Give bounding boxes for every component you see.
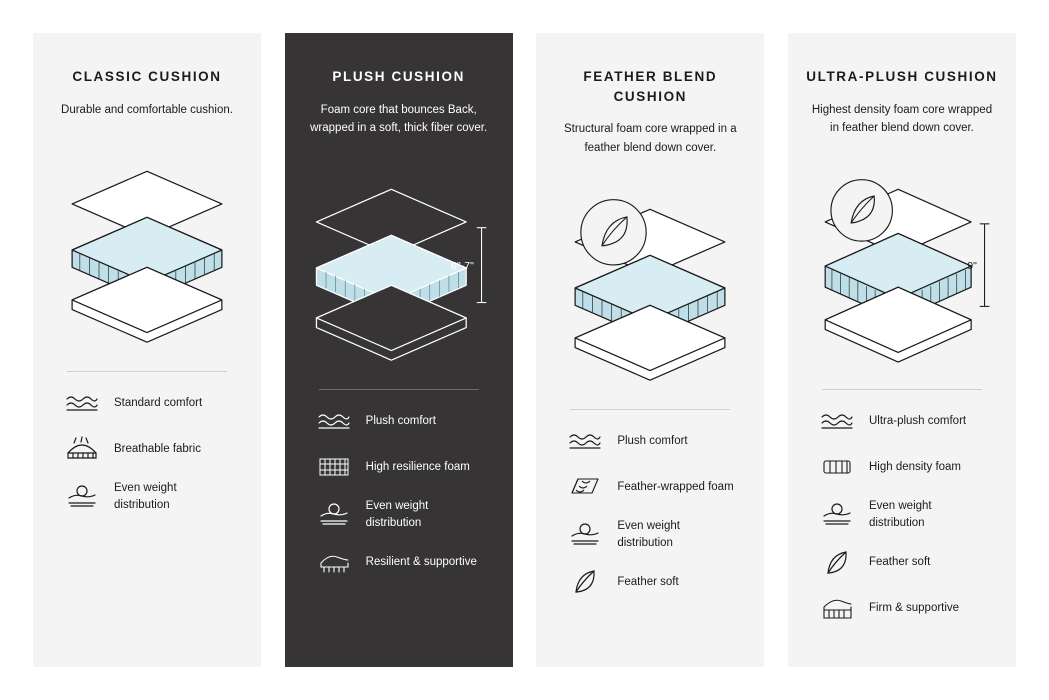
feature-item	[818, 498, 998, 531]
feature-item	[566, 472, 746, 502]
cushion-layers-illustration	[554, 173, 746, 403]
card-description: Highest density foam core wrapped in feather blend down cover.	[811, 103, 993, 134]
feature-item	[818, 548, 998, 578]
wave-icon	[315, 406, 353, 436]
honeycomb-icon	[315, 452, 353, 482]
feature-item	[818, 594, 998, 624]
high-density-foam-icon	[818, 452, 856, 482]
feature-label: Feather-wrapped foam	[617, 480, 734, 493]
feature-label: Plush comfort	[617, 434, 688, 447]
wave-icon	[63, 388, 101, 418]
feature-item	[63, 388, 243, 418]
feature-label: Resilient & supportive	[365, 556, 477, 569]
feature-item	[818, 452, 998, 482]
feature-label: Plush comfort	[365, 415, 436, 427]
feature-label: Ultra-plush comfort	[868, 415, 967, 427]
cushion-card-feather-blend-cushion[interactable]	[536, 33, 764, 667]
card-divider	[67, 371, 227, 372]
cushion-card-ultra-plush-cushion[interactable]	[788, 33, 1016, 667]
card-description: Foam core that bounces Back, wrapped in a soft, thick fiber cover.	[310, 103, 488, 134]
feature-label: Firm & supportive	[868, 602, 960, 615]
even-weight-icon	[818, 500, 856, 530]
feature-label: Even weight distribution	[365, 500, 429, 530]
feature-label: Even weight distribution	[868, 500, 932, 530]
card-description: Durable and comfortable cushion.	[61, 103, 233, 116]
dimension-label: 9"	[967, 260, 977, 273]
feature-item	[63, 434, 243, 464]
even-weight-icon	[63, 482, 101, 512]
card-title: ULTRA-PLUSH CUSHION	[806, 69, 998, 84]
feature-item	[566, 426, 746, 456]
feature-label: Feather soft	[617, 575, 679, 588]
wave-icon	[566, 426, 604, 456]
resilient-support-icon	[315, 548, 353, 578]
feature-label: Even weight distribution	[114, 481, 177, 511]
card-title: FEATHER BLEND CUSHION	[583, 69, 718, 104]
wave-icon	[818, 406, 856, 436]
card-title: PLUSH CUSHION	[332, 69, 465, 84]
leaf-badge-icon	[831, 180, 892, 241]
breathable-fabric-icon	[63, 434, 101, 464]
firm-support-icon	[818, 594, 856, 624]
feature-label: Standard comfort	[114, 396, 203, 409]
feather-wrapped-foam-icon	[566, 472, 604, 502]
cushion-card-classic-cushion[interactable]	[33, 33, 261, 667]
feature-label: High resilience foam	[365, 461, 470, 473]
feature-label: Even weight distribution	[617, 519, 680, 549]
feature-item	[566, 518, 746, 551]
feature-item	[315, 452, 495, 482]
card-divider	[319, 389, 479, 390]
feature-list	[303, 406, 495, 577]
feature-item	[315, 498, 495, 531]
cushion-layers-illustration	[51, 135, 243, 365]
leaf-icon	[818, 548, 856, 578]
cushion-layers-illustration	[806, 153, 998, 383]
even-weight-icon	[566, 520, 604, 550]
card-divider	[822, 389, 982, 390]
card-description: Structural foam core wrapped in a feather blend down cover.	[564, 123, 737, 154]
dimension-label: 6"-7"	[450, 260, 474, 273]
feature-label: Feather soft	[868, 556, 931, 569]
feature-label: High density foam	[868, 461, 962, 473]
feature-item	[63, 480, 243, 513]
feature-item	[315, 548, 495, 578]
feature-list	[806, 406, 998, 623]
feature-list	[554, 426, 746, 597]
feature-label: Breathable fabric	[114, 442, 201, 455]
even-weight-icon	[315, 500, 353, 530]
leaf-icon	[566, 567, 604, 597]
leaf-badge-icon	[581, 200, 646, 265]
feature-item	[315, 406, 495, 436]
card-divider	[570, 409, 730, 410]
cushion-card-plush-cushion[interactable]	[285, 33, 513, 667]
card-title: CLASSIC CUSHION	[72, 69, 222, 84]
cushion-layers-illustration	[303, 153, 495, 383]
feature-item	[818, 406, 998, 436]
feature-item	[566, 567, 746, 597]
feature-list	[51, 388, 243, 513]
